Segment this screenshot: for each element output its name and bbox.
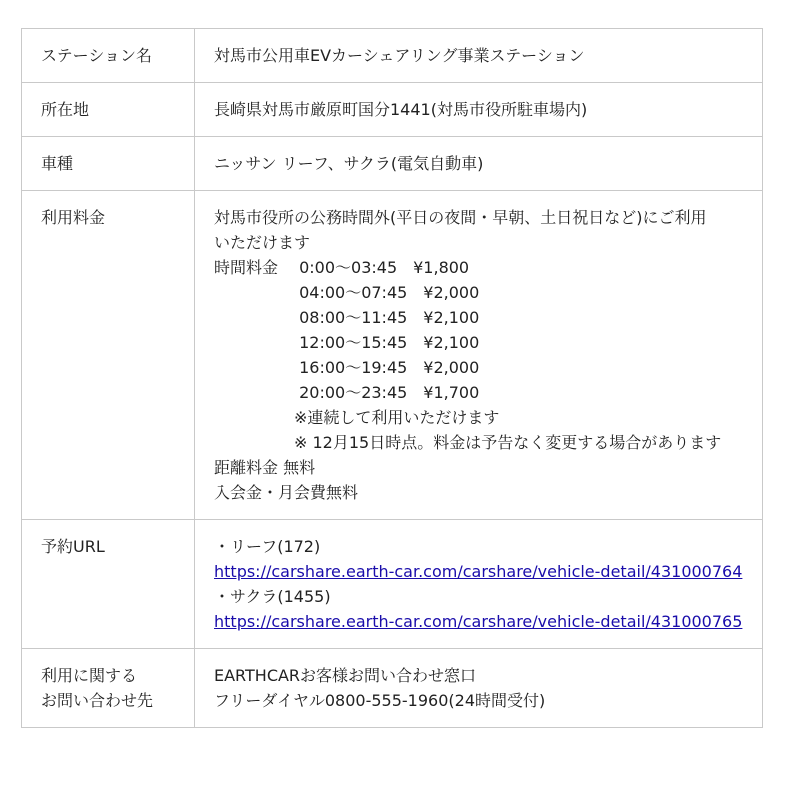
location-text: 長崎県対馬市厳原町国分1441(対馬市役所駐車場内) [214, 100, 588, 119]
row-label-station-name [22, 29, 195, 82]
row-value-station-name [195, 29, 762, 82]
row-value-reservation-url [195, 520, 762, 648]
fees-time-slot-2: 04:00〜07:45 ¥2,000 [214, 283, 480, 302]
table-row-vehicle-type [22, 137, 762, 191]
row-label-text-line-2: お問い合わせ先 [41, 691, 154, 710]
table-row-location [22, 83, 762, 137]
table-row-station-name [22, 29, 762, 83]
row-label-contact [22, 649, 195, 727]
fees-note-subject-to-change: ※ 12月15日時点。料金は予告なく変更する場合があります [214, 433, 722, 452]
fees-time-slot-6: 20:00〜23:45 ¥1,700 [214, 383, 480, 402]
reservation-link-sakura[interactable]: https://carshare.earth-car.com/carshare/vehicle-detail/431000765 [214, 612, 743, 631]
row-label-text: 予約URL [41, 537, 105, 556]
contact-phone-text: フリーダイヤル0800-555-1960(24時間受付) [214, 691, 546, 710]
row-label-location [22, 83, 195, 136]
row-label-vehicle-type [22, 137, 195, 190]
row-value-location [195, 83, 762, 136]
vehicle-sakura-bullet: ・サクラ(1455) [214, 587, 331, 606]
row-label-text: ステーション名 [41, 46, 153, 65]
fees-distance-fee: 距離料金 無料 [214, 458, 316, 477]
fees-note-continuous: ※連続して利用いただけます [214, 408, 500, 427]
row-label-text: 所在地 [41, 100, 90, 119]
station-name-text: 対馬市公用車EVカーシェアリング事業ステーション [214, 46, 585, 65]
table-row-contact [22, 649, 762, 727]
row-label-text-line-1: 利用に関する [41, 666, 138, 685]
reservation-link-leaf[interactable]: https://carshare.earth-car.com/carshare/vehicle-detail/431000764 [214, 562, 743, 581]
fees-intro-line-2: いただけます [214, 233, 311, 252]
table-row-fees [22, 191, 762, 520]
fees-time-slot-1: 時間料金 0:00〜03:45 ¥1,800 [214, 258, 470, 277]
fees-membership-fee: 入会金・月会費無料 [214, 483, 359, 502]
row-label-fees [22, 191, 195, 519]
fees-intro-line-1: 対馬市役所の公務時間外(平日の夜間・早朝、土日祝日など)にご利用 [214, 208, 707, 227]
table-row-reservation-url [22, 520, 762, 649]
fees-time-slot-3: 08:00〜11:45 ¥2,100 [214, 308, 480, 327]
row-label-text: 利用料金 [41, 208, 106, 227]
vehicle-leaf-bullet: ・リーフ(172) [214, 537, 321, 556]
station-info-table [21, 28, 763, 728]
row-value-vehicle-type [195, 137, 762, 190]
fees-time-slot-5: 16:00〜19:45 ¥2,000 [214, 358, 480, 377]
fees-time-slot-4: 12:00〜15:45 ¥2,100 [214, 333, 480, 352]
row-value-fees [195, 191, 762, 519]
contact-window-text: EARTHCARお客様お問い合わせ窓口 [214, 666, 477, 685]
row-label-reservation-url [22, 520, 195, 648]
row-value-contact [195, 649, 762, 727]
vehicle-type-text: ニッサン リーフ、サクラ(電気自動車) [214, 154, 484, 173]
row-label-text: 車種 [41, 154, 74, 173]
